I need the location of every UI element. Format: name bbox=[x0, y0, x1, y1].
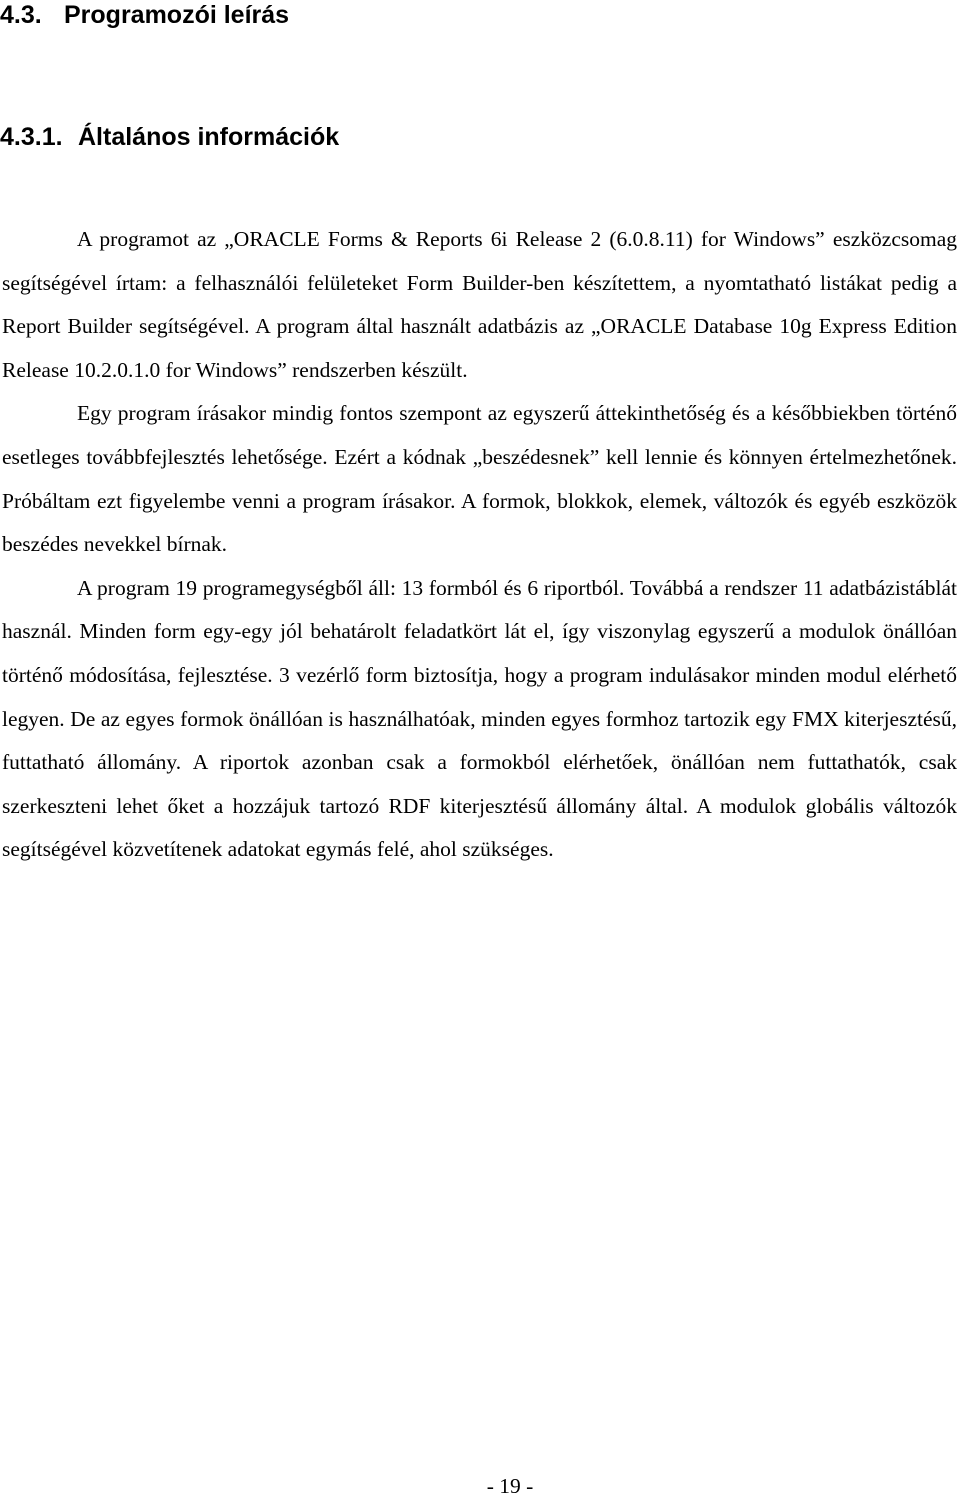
paragraph: A programot az „ORACLE Forms & Reports 6i Release 2 (6.0.8.11) for Windows” eszközcsomag segítségével írtam: a felhasználói felületeket Form Builder-ben készítettem, a nyomtatható listákat pedig a Report Builder segítségével. A program által használt adatbázis az „ORACLE Database 10g Express Edition Release 10.2.0.1.0 for Windows” rendszerben készült. bbox=[2, 227, 957, 382]
section-title: Programozói leírás bbox=[64, 1, 290, 29]
body-text bbox=[2, 218, 957, 872]
section-number: 4.3. bbox=[0, 1, 42, 29]
paragraph: Egy program írásakor mindig fontos szempont az egyszerű áttekinthetőség és a későbbiekben történő esetleges továbbfejlesztés lehetősége. Ezért a kódnak „beszédesnek” kell lennie és könnyen értelmezhetőnek. Próbáltam ezt figyelembe venni a program írásakor. A formok, blokkok, elemek, változók és egyéb eszközök beszédes nevekkel bírnak. bbox=[2, 401, 957, 557]
subsection-heading bbox=[0, 123, 339, 152]
subsection-title: Általános információk bbox=[78, 123, 340, 151]
subsection-number: 4.3.1. bbox=[0, 123, 63, 151]
paragraph: A program 19 programegységből áll: 13 formból és 6 riportból. Továbbá a rendszer 11 adatbázistáblát használ. Minden form egy-egy jól behatárolt feladatkört lát el, így viszonylag egyszerű a modulok önállóan történő módosítása, fejlesztése. 3 vezérlő form biztosítja, hogy a program indulásakor minden modul elérhető legyen. De az egyes formok önállóan is használhatóak, minden egyes formhoz tartozik egy FMX kiterjesztésű, futtatható állomány. A riportok azonban csak a formokból elérhetőek, önállóan nem futtathatók, csak szerkeszteni lehet őket a hozzájuk tartozó RDF kiterjesztésű állomány által. A modulok globális változók segítségével közvetítenek adatokat egymás felé, ahol szükséges. bbox=[2, 575, 957, 862]
section-heading bbox=[0, 1, 289, 30]
page-number: - 19 - bbox=[486, 1474, 534, 1498]
